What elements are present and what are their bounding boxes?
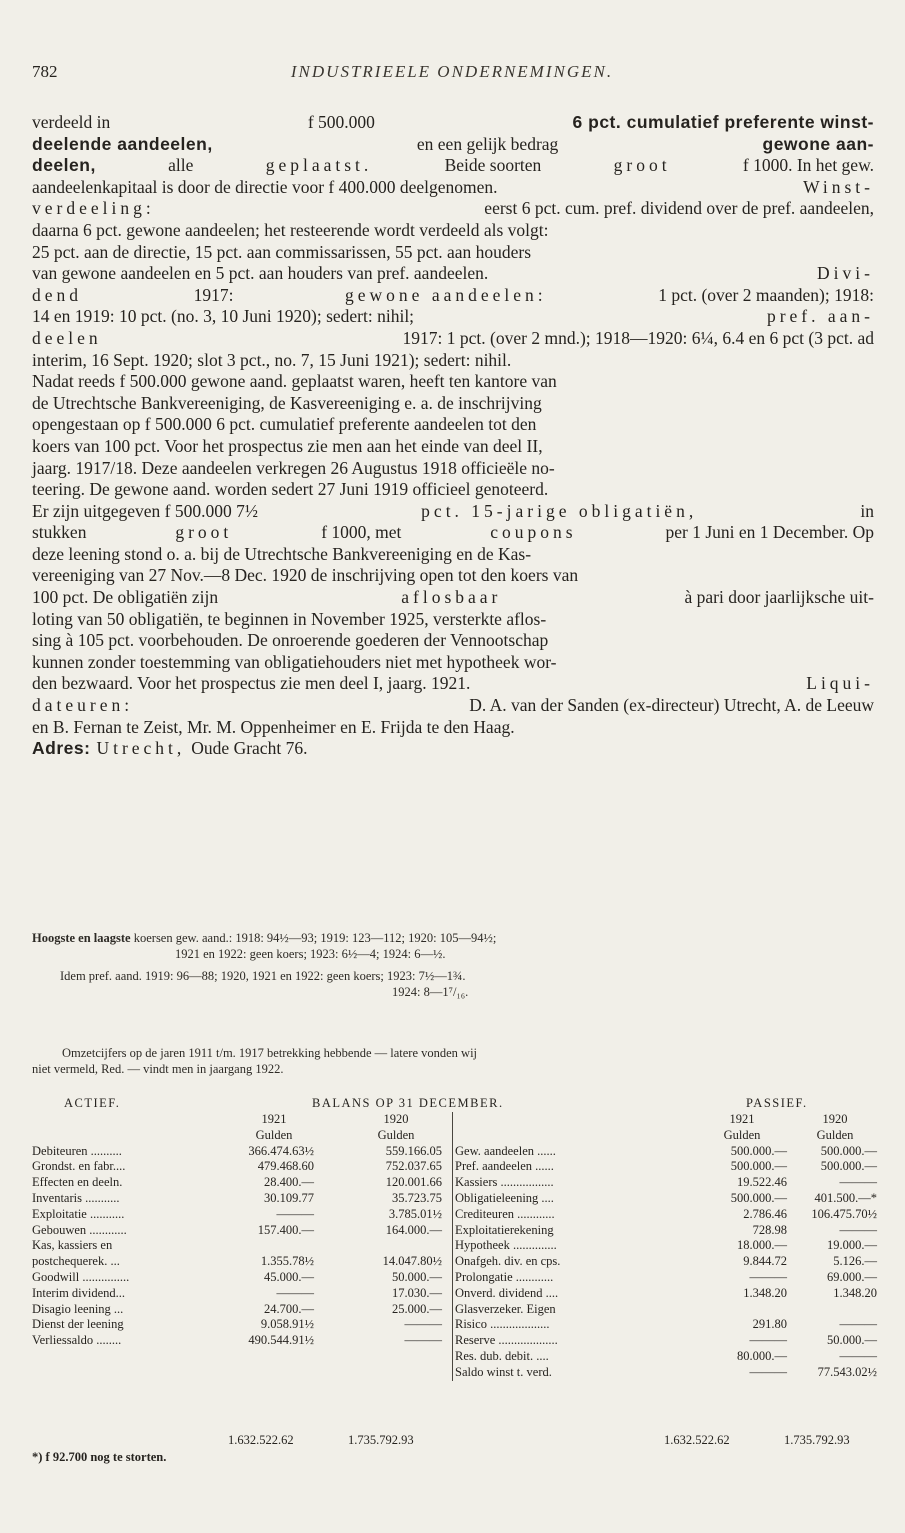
quotes-line bbox=[32, 930, 874, 946]
value-1921: ——— bbox=[276, 1206, 314, 1221]
actief-row bbox=[32, 1223, 444, 1239]
passief-row bbox=[453, 1333, 883, 1349]
passief-row bbox=[453, 1175, 883, 1191]
footnote: *) f 92.700 nog te storten. bbox=[32, 1450, 167, 1464]
text-segment: per 1 Juni en 1 December. Op bbox=[665, 522, 874, 543]
passief-row bbox=[453, 1207, 883, 1223]
row-label: Prolongatie ............ bbox=[455, 1269, 554, 1284]
spaced-segment: Utrecht, bbox=[96, 738, 186, 759]
value-1920: ——— bbox=[839, 1348, 877, 1363]
text-segment: stukken bbox=[32, 522, 87, 543]
text-segment: en B. Fernan te Zeist, Mr. M. Oppenheimer en E. Frijda te den Haag. bbox=[32, 716, 515, 737]
row-label: Debiteuren .......... bbox=[32, 1143, 122, 1158]
text-segment: D. A. van der Sanden (ex-directeur) Utrecht, A. de Leeuw bbox=[469, 695, 874, 716]
row-label: Dienst der leening bbox=[32, 1317, 124, 1332]
text-line bbox=[32, 198, 874, 220]
row-label: Pref. aandeelen ...... bbox=[455, 1159, 554, 1174]
quotes-label: Hoogste en laagste bbox=[32, 931, 131, 945]
value-1920: 120.001.66 bbox=[385, 1175, 442, 1190]
text-segment: teering. De gewone aand. worden sedert 27 Juni 1919 officieel genoteerd. bbox=[32, 479, 549, 500]
row-label: Onafgeh. div. en cps. bbox=[455, 1254, 561, 1269]
text-segment: deze leening stond o. a. bij de Utrechtsche Bankvereeniging en de Kas- bbox=[32, 543, 532, 564]
value-1921: 1.355.78½ bbox=[260, 1254, 314, 1269]
row-label: Disagio leening ... bbox=[32, 1301, 124, 1316]
value-1921: 19.522.46 bbox=[737, 1175, 787, 1190]
text-segment: kunnen zonder toestemming van obligatiehouders niet met hypotheek wor- bbox=[32, 651, 557, 672]
value-1921: 80.000.— bbox=[737, 1348, 787, 1363]
row-label: postchequerek. ... bbox=[32, 1254, 120, 1269]
value-1920: 25.000.— bbox=[392, 1301, 442, 1316]
value-1920: 50.000.— bbox=[827, 1333, 877, 1348]
text-line bbox=[32, 350, 874, 372]
spaced-segment: aflosbaar bbox=[401, 587, 502, 608]
value-1921: 1.348.20 bbox=[743, 1285, 787, 1300]
text-line bbox=[32, 328, 874, 350]
value-1920: ——— bbox=[839, 1317, 877, 1332]
text-segment: f 500.000 bbox=[307, 112, 375, 132]
text-segment: eerst 6 pct. cum. pref. dividend over de pref. aandeelen, bbox=[484, 198, 874, 219]
notice-line: Omzetcijfers op de jaren 1911 t/m. 1917 betrekking hebbende — latere vonden wij bbox=[62, 1046, 478, 1060]
row-label: Grondst. en fabr.... bbox=[32, 1159, 126, 1174]
text-line bbox=[32, 522, 874, 544]
text-line bbox=[32, 134, 874, 156]
value-1920: 14.047.80½ bbox=[382, 1254, 442, 1269]
text-line bbox=[32, 112, 874, 134]
text-line bbox=[32, 393, 874, 415]
row-label: Interim dividend... bbox=[32, 1285, 126, 1300]
text-segment: den bezwaard. Voor het prospectus zie men deel I, jaarg. 1921. bbox=[32, 673, 471, 694]
spaced-segment: gewone aandeelen: bbox=[345, 284, 547, 305]
unit-header bbox=[453, 1128, 883, 1144]
value-1921: 24.700.— bbox=[264, 1301, 314, 1316]
spaced-segment: coupons bbox=[490, 522, 577, 543]
spaced-segment: groot bbox=[175, 522, 233, 543]
text-segment: 1 pct. (over 2 maanden); 1918: bbox=[658, 284, 874, 305]
row-label: Glasverzeker. Eigen bbox=[455, 1301, 556, 1316]
spaced-segment: Liqui- bbox=[806, 673, 874, 694]
row-label: Kas, kassiers en bbox=[32, 1238, 113, 1253]
value-1920: 77.543.02½ bbox=[817, 1364, 877, 1379]
value-1921: ——— bbox=[749, 1269, 787, 1284]
text-segment: opengestaan op f 500.000 6 pct. cumulatief preferente aandeelen tot den bbox=[32, 414, 537, 435]
actief-row bbox=[32, 1254, 444, 1270]
value-1920: 500.000.— bbox=[820, 1159, 877, 1174]
text-segment: Oude Gracht 76. bbox=[191, 738, 308, 759]
text-line bbox=[32, 414, 874, 436]
row-label: Exploitatie ........... bbox=[32, 1206, 125, 1221]
text-line bbox=[32, 673, 874, 695]
value-1921: 490.544.91½ bbox=[248, 1333, 314, 1348]
value-1921: 9.058.91½ bbox=[260, 1317, 314, 1332]
row-label: Saldo winst t. verd. bbox=[455, 1364, 552, 1379]
actief-row bbox=[32, 1317, 444, 1333]
row-label: Effecten en deeln. bbox=[32, 1175, 123, 1190]
text-segment: interim, 16 Sept. 1920; slot 3 pct., no. 7, 15 Juni 1921); sedert: nihil. bbox=[32, 349, 512, 370]
row-label: Gew. aandeelen ...... bbox=[455, 1143, 556, 1158]
passief-row bbox=[453, 1144, 883, 1160]
total-passief-1921: 1.632.522.62 bbox=[664, 1433, 730, 1447]
text-line bbox=[32, 436, 874, 458]
passief-row bbox=[453, 1159, 883, 1175]
row-label: Crediteuren ............ bbox=[455, 1206, 555, 1221]
value-1921: ——— bbox=[749, 1364, 787, 1379]
value-1920: 752.037.65 bbox=[385, 1159, 442, 1174]
page-header bbox=[32, 60, 872, 88]
actief-row bbox=[32, 1175, 444, 1191]
actief-row bbox=[32, 1238, 444, 1254]
value-1921: 30.109.77 bbox=[264, 1190, 314, 1205]
value-1920: 69.000.— bbox=[827, 1269, 877, 1284]
value-1920: 50.000.— bbox=[392, 1269, 442, 1284]
quotes-line: 1921 en 1922: geen koers; 1923: 6½—4; 1924: 6—½. bbox=[175, 947, 446, 961]
unit-label: Gulden bbox=[377, 1127, 415, 1142]
spaced-segment: geplaatst. bbox=[265, 155, 373, 176]
actief-column bbox=[32, 1112, 444, 1349]
actief-row bbox=[32, 1333, 444, 1349]
value-1921: 157.400.— bbox=[257, 1222, 314, 1237]
text-segment: koers van 100 pct. Voor het prospectus zie men aan het einde van deel II, bbox=[32, 435, 543, 456]
row-label: Exploitatierekening bbox=[455, 1222, 554, 1237]
passief-column bbox=[452, 1112, 883, 1381]
value-1920: ——— bbox=[839, 1175, 877, 1190]
spaced-segment: pref. aan- bbox=[766, 306, 874, 327]
bold-segment: deelende aandeelen, bbox=[32, 133, 213, 154]
text-segment: 14 en 1919: 10 pct. (no. 3, 10 Juni 1920); sedert: nihil; bbox=[32, 306, 415, 327]
text-line bbox=[32, 695, 874, 717]
bold-segment: 6 pct. cumulatief preferente winst- bbox=[572, 112, 874, 132]
text-line bbox=[32, 155, 874, 177]
text-line bbox=[32, 479, 874, 501]
bold-segment: deelen, bbox=[32, 155, 96, 176]
actief-row bbox=[32, 1144, 444, 1160]
text-segment: Nadat reeds f 500.000 gewone aand. geplaatst waren, heeft ten kantore van bbox=[32, 371, 557, 392]
unit-label: Gulden bbox=[255, 1127, 293, 1142]
value-1920: 19.000.— bbox=[827, 1238, 877, 1253]
passief-row bbox=[453, 1286, 883, 1302]
row-label: Res. dub. debit. .... bbox=[455, 1348, 549, 1363]
value-1921: 2.786.46 bbox=[743, 1206, 787, 1221]
year-1920: 1920 bbox=[383, 1112, 409, 1126]
row-label: Kassiers ................. bbox=[455, 1175, 554, 1190]
text-line bbox=[32, 458, 874, 480]
value-1920: 17.030.— bbox=[392, 1285, 442, 1300]
value-1920: 1.348.20 bbox=[833, 1285, 877, 1300]
total-actief-1921: 1.632.522.62 bbox=[228, 1433, 294, 1447]
text-line bbox=[32, 371, 874, 393]
value-1921: 18.000.— bbox=[737, 1238, 787, 1253]
total-passief-1920: 1.735.792.93 bbox=[784, 1433, 850, 1447]
text-segment: en een gelijk bedrag bbox=[416, 133, 559, 154]
page-number: 782 bbox=[32, 62, 58, 81]
bold-segment: Adres: bbox=[32, 738, 91, 759]
text-segment: jaarg. 1917/18. Deze aandeelen verkregen 26 Augustus 1918 officieële no- bbox=[32, 457, 555, 478]
actief-row bbox=[32, 1191, 444, 1207]
text-segment: Beide soorten bbox=[444, 155, 542, 176]
year-1921: 1921 bbox=[729, 1112, 755, 1126]
text-segment: 25 pct. aan de directie, 15 pct. aan commissarissen, 55 pct. aan houders bbox=[32, 241, 532, 262]
passief-row bbox=[453, 1365, 883, 1381]
value-1921: 500.000.— bbox=[730, 1190, 787, 1205]
year-1920: 1920 bbox=[822, 1112, 848, 1126]
quotes-text: koersen gew. aand.: 1918: 94½—93; 1919: 123—112; 1920: 105—94½; bbox=[133, 931, 497, 945]
value-1920: 401.500.—* bbox=[814, 1190, 877, 1205]
text-segment: 100 pct. De obligatiën zijn bbox=[32, 587, 219, 608]
value-1921: 479.468.60 bbox=[257, 1159, 314, 1174]
balance-totals bbox=[32, 1433, 882, 1449]
spaced-segment: deelen bbox=[32, 327, 102, 348]
value-1920: 3.785.01½ bbox=[388, 1206, 442, 1221]
text-line bbox=[32, 285, 874, 307]
passief-row bbox=[453, 1191, 883, 1207]
value-1921: ——— bbox=[749, 1333, 787, 1348]
passief-row bbox=[453, 1238, 883, 1254]
text-segment: f 1000. In het gew. bbox=[742, 155, 874, 176]
text-segment: loting van 50 obligatiën, te beginnen in November 1925, versterkte aflos- bbox=[32, 608, 547, 629]
text-segment: sing à 105 pct. voorbehouden. De onroerende goederen der Vennootschap bbox=[32, 630, 549, 651]
actief-row bbox=[32, 1270, 444, 1286]
running-head: INDUSTRIEELE ONDERNEMINGEN. bbox=[290, 62, 614, 81]
value-1920: ——— bbox=[404, 1333, 442, 1348]
passief-label: PASSIEF. bbox=[746, 1096, 808, 1110]
value-1921: 28.400.— bbox=[264, 1175, 314, 1190]
text-segment: 1917: bbox=[193, 284, 234, 305]
text-line bbox=[32, 544, 874, 566]
value-1921: 728.98 bbox=[752, 1222, 787, 1237]
value-1920: 5.126.— bbox=[833, 1254, 877, 1269]
value-1920: 500.000.— bbox=[820, 1143, 877, 1158]
actief-row bbox=[32, 1286, 444, 1302]
value-1921: 9.844.72 bbox=[743, 1254, 787, 1269]
value-1920: 559.166.05 bbox=[385, 1143, 442, 1158]
year-1921: 1921 bbox=[261, 1112, 287, 1126]
row-label: Risico ................... bbox=[455, 1317, 550, 1332]
quotes-line: 1924: 8—1⁷/₁₆. bbox=[392, 985, 469, 999]
value-1920: 106.475.70½ bbox=[811, 1206, 877, 1221]
row-label: Reserve ................... bbox=[455, 1333, 558, 1348]
value-1921: ——— bbox=[276, 1285, 314, 1300]
text-line bbox=[32, 738, 874, 760]
row-label: Hypotheek .............. bbox=[455, 1238, 557, 1253]
spaced-segment: Divi- bbox=[817, 263, 874, 284]
text-line bbox=[32, 220, 874, 242]
text-segment: Er zijn uitgegeven f 500.000 7½ bbox=[32, 500, 258, 521]
row-label: Verliessaldo ........ bbox=[32, 1333, 122, 1348]
value-1920: 164.000.— bbox=[385, 1222, 442, 1237]
actief-row bbox=[32, 1159, 444, 1175]
unit-label: Gulden bbox=[816, 1127, 854, 1142]
text-segment: in bbox=[860, 500, 874, 521]
year-header bbox=[32, 1112, 444, 1128]
text-line bbox=[32, 501, 874, 523]
passief-row bbox=[453, 1254, 883, 1270]
text-line bbox=[32, 587, 874, 609]
row-label: Inventaris ........... bbox=[32, 1190, 120, 1205]
passief-row bbox=[453, 1223, 883, 1239]
text-segment: verdeeld in bbox=[32, 112, 111, 132]
unit-label: Gulden bbox=[723, 1127, 761, 1142]
text-segment: 1917: 1 pct. (over 2 mnd.); 1918—1920: 6¼, 6.4 en 6 pct (3 pct. ad bbox=[402, 327, 874, 348]
row-label: Goodwill ............... bbox=[32, 1269, 130, 1284]
turnover-notice bbox=[32, 1045, 874, 1077]
quotes-line: Idem pref. aand. 1919: 96—88; 1920, 1921 en 1922: geen koers; 1923: 7½—1¾. bbox=[60, 969, 466, 983]
value-1920: ——— bbox=[404, 1317, 442, 1332]
value-1921: 500.000.— bbox=[730, 1143, 787, 1158]
row-label: Onverd. dividend .... bbox=[455, 1285, 559, 1300]
passief-row bbox=[453, 1270, 883, 1286]
passief-row bbox=[453, 1349, 883, 1365]
value-1920: ——— bbox=[839, 1222, 877, 1237]
row-label: Gebouwen ............ bbox=[32, 1222, 127, 1237]
bold-segment: gewone aan- bbox=[762, 133, 874, 154]
text-segment: van gewone aandeelen en 5 pct. aan houders van pref. aandeelen. bbox=[32, 263, 489, 284]
text-segment: vereeniging van 27 Nov.—8 Dec. 1920 de inschrijving open tot den koers van bbox=[32, 565, 579, 586]
value-1921: 45.000.— bbox=[264, 1269, 314, 1284]
passief-row bbox=[453, 1302, 883, 1318]
text-line bbox=[32, 242, 874, 264]
spaced-segment: pct. 15-jarige obligatiën, bbox=[421, 500, 698, 521]
text-line bbox=[32, 263, 874, 285]
text-segment: f 1000, met bbox=[321, 522, 402, 543]
value-1921: 291.80 bbox=[752, 1317, 787, 1332]
spaced-segment: Winst- bbox=[803, 176, 874, 197]
text-segment: aandeelenkapitaal is door de directie voor f 400.000 deelgenomen. bbox=[32, 176, 498, 197]
passief-row bbox=[453, 1317, 883, 1333]
price-quotes bbox=[32, 930, 874, 1000]
text-segment: daarna 6 pct. gewone aandeelen; het resteerende wordt verdeeld als volgt: bbox=[32, 219, 549, 240]
text-line bbox=[32, 652, 874, 674]
body-text bbox=[32, 112, 874, 760]
text-segment: de Utrechtsche Bankvereeniging, de Kasvereeniging e. a. de inschrijving bbox=[32, 392, 542, 413]
text-line bbox=[32, 565, 874, 587]
balance-title: BALANS OP 31 DECEMBER. bbox=[312, 1096, 504, 1110]
total-actief-1920: 1.735.792.93 bbox=[348, 1433, 414, 1447]
text-line bbox=[32, 717, 874, 739]
spaced-segment: verdeeling: bbox=[32, 198, 155, 219]
value-1921: 366.474.63½ bbox=[248, 1143, 314, 1158]
text-line bbox=[32, 609, 874, 631]
actief-row bbox=[32, 1207, 444, 1223]
unit-header bbox=[32, 1128, 444, 1144]
text-line bbox=[32, 177, 874, 199]
text-segment: à pari door jaarlijksche uit- bbox=[684, 587, 874, 608]
actief-label: ACTIEF. bbox=[64, 1096, 121, 1110]
text-segment: alle bbox=[168, 155, 194, 176]
year-header bbox=[453, 1112, 883, 1128]
text-line bbox=[32, 630, 874, 652]
text-line bbox=[32, 306, 874, 328]
spaced-segment: dateuren: bbox=[32, 695, 134, 716]
spaced-segment: dend bbox=[32, 284, 83, 305]
value-1921: 500.000.— bbox=[730, 1159, 787, 1174]
value-1920: 35.723.75 bbox=[392, 1190, 442, 1205]
spaced-segment: groot bbox=[613, 155, 671, 176]
actief-row bbox=[32, 1302, 444, 1318]
notice-line: niet vermeld, Red. — vindt men in jaargang 1922. bbox=[32, 1062, 284, 1076]
row-label: Obligatieleening .... bbox=[455, 1190, 554, 1205]
